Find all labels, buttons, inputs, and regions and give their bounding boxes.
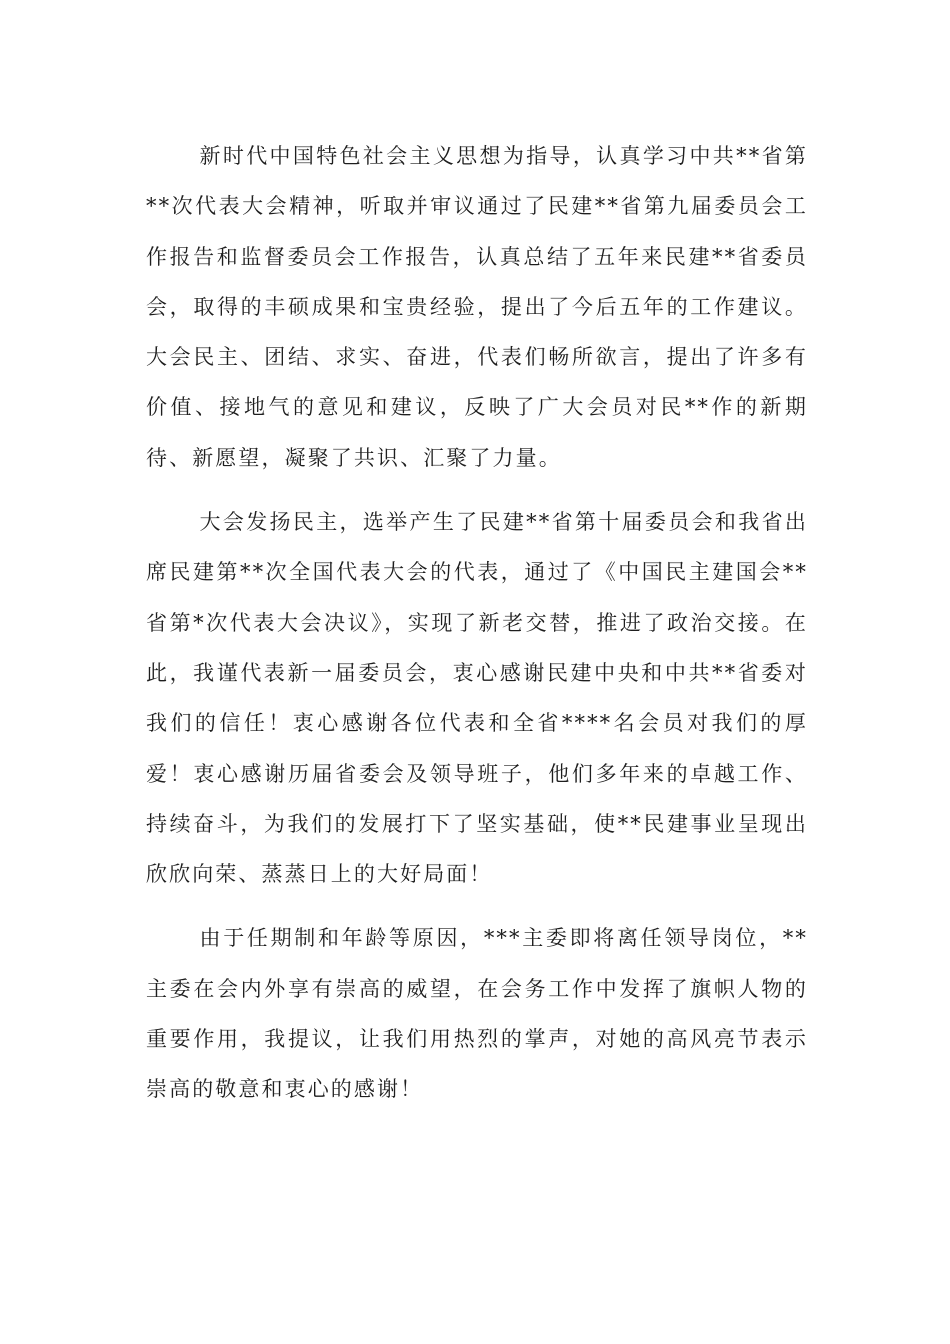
paragraph-3: 由于任期制和年龄等原因，***主委即将离任领导岗位，**主委在会内外享有崇高的威望，在会务工作中发挥了旗帜人物的重要作用，我提议，让我们用热烈的掌声，对她的高风亮节表示崇高的敬意和衷心的感谢！ xyxy=(146,926,808,1102)
paragraph-1: 新时代中国特色社会主义思想为指导，认真学习中共**省第**次代表大会精神，听取并审议通过了民建**省第九届委员会工作报告和监督委员会工作报告，认真总结了五年来民建**省委员会，取得的丰硕成果和宝贵经验，提出了今后五年的工作建议。大会民主、团结、求实、奋进，代表们畅所欲言，提出了许多有价值、接地气的意见和建议，反映了广大会员对民**作的新期待、新愿望，凝聚了共识、汇聚了力量。 xyxy=(146,144,808,470)
paragraph-2: 大会发扬民主，选举产生了民建**省第十届委员会和我省出席民建第**次全国代表大会的代表，通过了《中国民主建国会**省第*次代表大会决议》，实现了新老交替，推进了政治交接。在此，我谨代表新一届委员会，衷心感谢民建中央和中共**省委对我们的信任！衷心感谢各位代表和全省****名会员对我们的厚爱！衷心感谢历届省委会及领导班子，他们多年来的卓越工作、持续奋斗，为我们的发展打下了坚实基础，使**民建事业呈现出欣欣向荣、蒸蒸日上的大好局面！ xyxy=(146,510,808,887)
document-body xyxy=(146,131,808,1115)
